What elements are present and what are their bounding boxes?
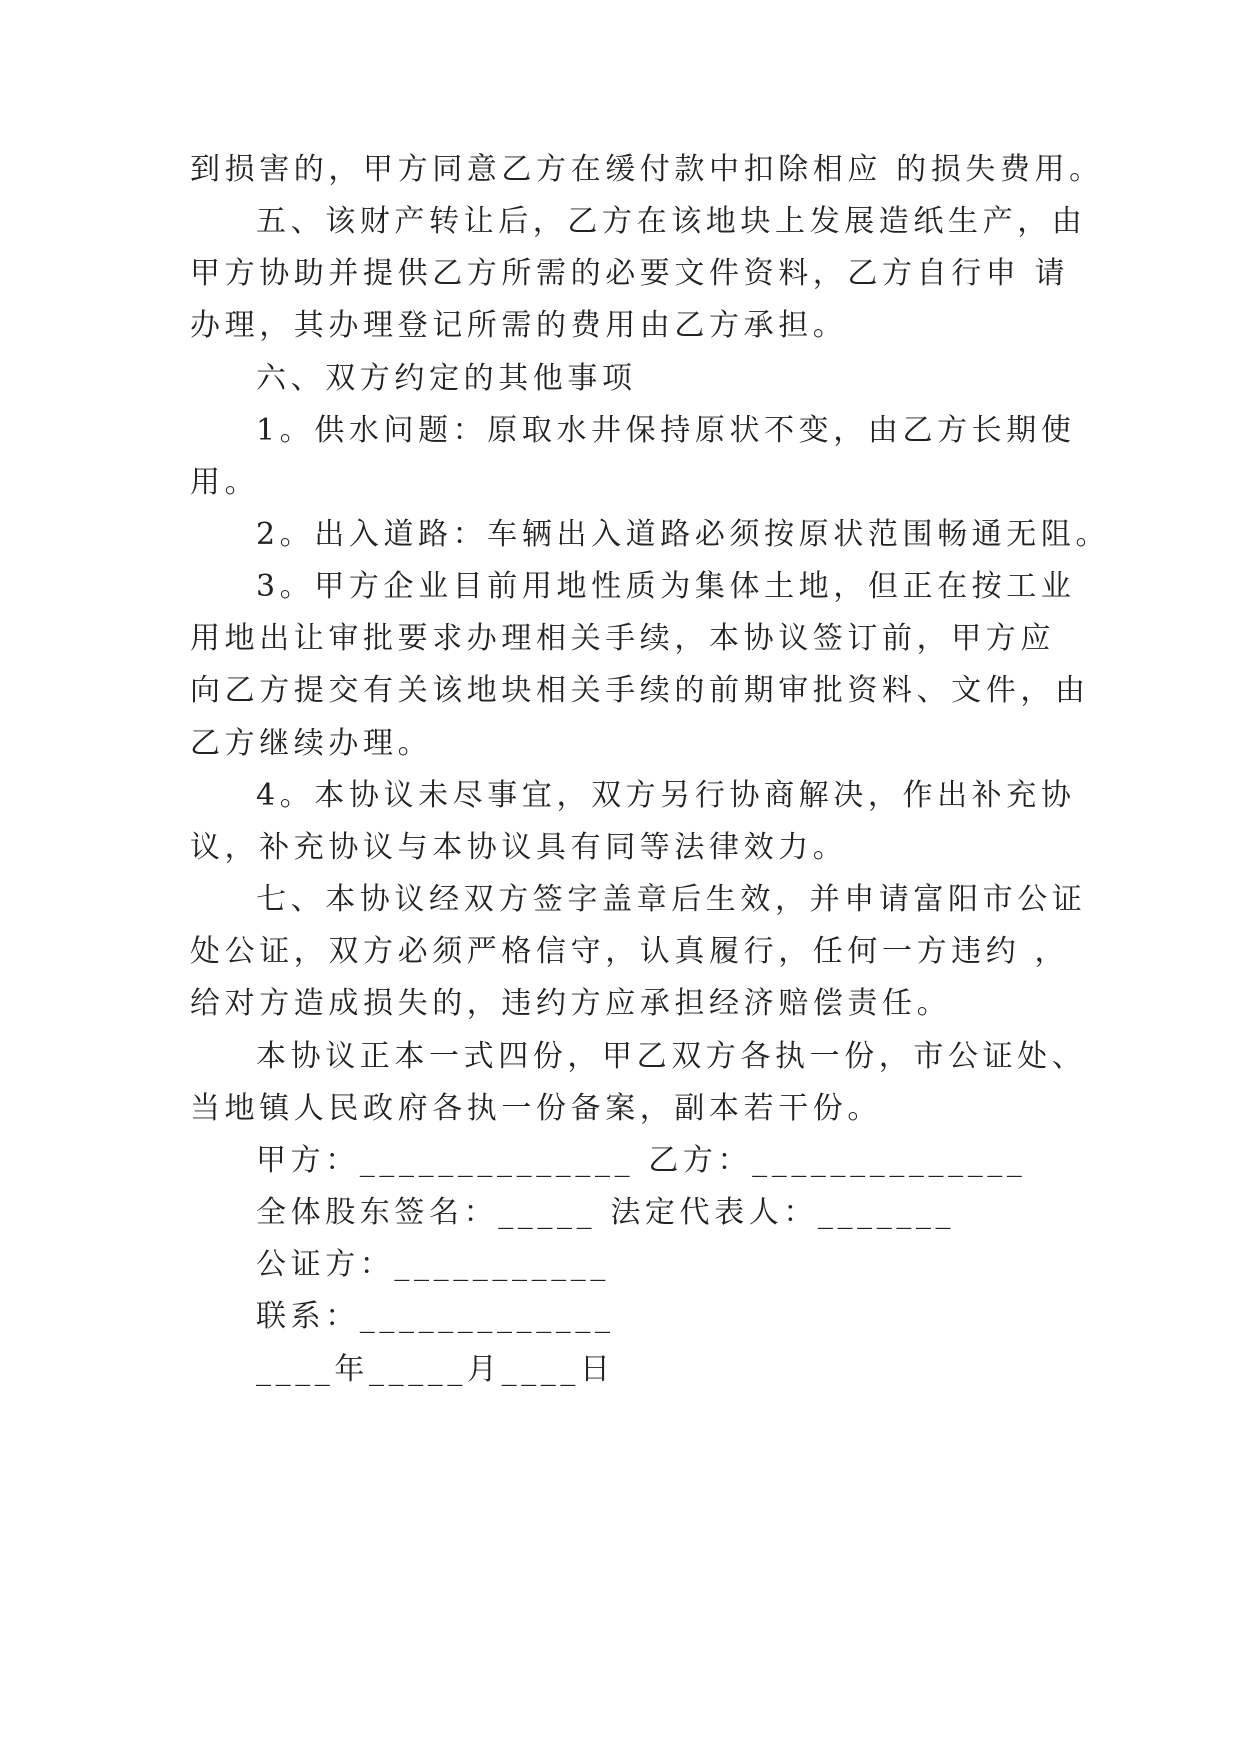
paragraph-line: 2。出入道路：车辆出入道路必须按原状范围畅通无阻。 <box>256 517 1111 552</box>
signature-date-line: ____年_____月____日 <box>256 1352 615 1387</box>
paragraph-line: 用。 <box>190 465 260 500</box>
paragraph-line: 1。供水问题：原取水井保持原状不变，由乙方长期使 <box>256 413 1076 448</box>
paragraph-line: 到损害的，甲方同意乙方在缓付款中扣除相应 的损失费用。 <box>190 152 1104 187</box>
paragraph-line: 乙方继续办理。 <box>190 726 433 761</box>
paragraph-line: 甲方协助并提供乙方所需的必要文件资料，乙方自行申 请 <box>190 256 1070 291</box>
paragraph-line: 七、本协议经双方签字盖章后生效，并申请富阳市公证 <box>256 882 1087 917</box>
paragraph-line: 3。甲方企业目前用地性质为集体土地，但正在按工业 <box>256 569 1076 604</box>
paragraph-line: 当地镇人民政府各执一份备案，副本若干份。 <box>190 1091 882 1126</box>
paragraph-line: 用地出让审批要求办理相关手续，本协议签订前，甲方应 <box>190 621 1055 656</box>
paragraph-line: 议，补充协议与本协议具有同等法律效力。 <box>190 830 848 865</box>
paragraph-line: 向乙方提交有关该地块相关手续的前期审批资料、文件，由 <box>190 673 1090 708</box>
paragraph-line: 办理，其办理登记所需的费用由乙方承担。 <box>190 308 848 343</box>
section-heading: 六、双方约定的其他事项 <box>256 361 637 396</box>
paragraph-line: 本协议正本一式四份，甲乙双方各执一份，市公证处、 <box>256 1039 1087 1074</box>
paragraph-line: 4。本协议未尽事宜，双方另行协商解决，作出补充协 <box>256 778 1076 813</box>
signature-notary-line: 公证方：___________ <box>256 1247 610 1282</box>
paragraph-line: 处公证，双方必须严格信守，认真履行，任何一方违约 ， <box>190 934 1070 969</box>
paragraph-line: 五、该财产转让后，乙方在该地块上发展造纸生产，由 <box>256 204 1087 239</box>
paragraph-line: 给对方造成损失的，违约方应承担经济赔偿责任。 <box>190 986 952 1021</box>
signature-parties-line: 甲方：______________ 乙方：______________ <box>256 1143 1027 1178</box>
signature-shareholders-line: 全体股东签名：_____ 法定代表人：_______ <box>256 1195 956 1230</box>
signature-contact-line: 联系：_____________ <box>256 1299 615 1334</box>
